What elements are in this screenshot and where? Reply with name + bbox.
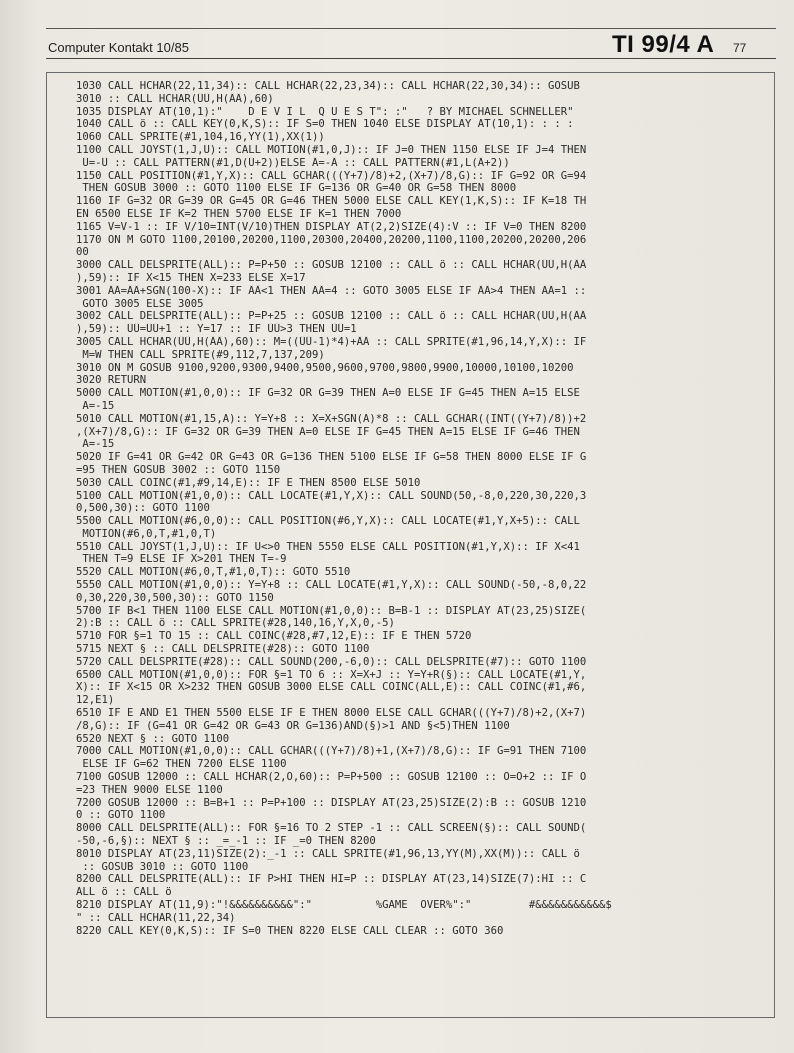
code-line: /8,G):: IF (G=41 OR G=42 OR G=43 OR G=136)AND(§)>1 AND §<5)THEN 1100 [76, 719, 510, 732]
code-line: 1170 ON M GOTO 1100,20100,20200,1100,20300,20400,20200,1100,1100,20200,20200,206 [76, 233, 587, 246]
code-line: 3001 ÄÄ=ÄÄ+SGN(100-X):: IF ÄÄ<1 THEN ÄÄ=4 :: GOTO 3005 ELSE IF ÄÄ>4 THEN ÄÄ=1 :: [76, 284, 587, 297]
code-line: A=-15 [76, 438, 115, 451]
code-line: 1165 V=V-1 :: IF V/10=INT(V/10)THEN DISPLAY AT(2,2)SIZE(4):V :: IF V=0 THEN 8200 [76, 220, 587, 233]
code-line: 5710 FOR §=1 TO 15 :: CALL COINC(#28,#7,12,E):: IF E THEN 5720 [76, 630, 472, 643]
basic-listing [76, 80, 726, 937]
code-line: GOTO 3005 ELSE 3005 [76, 297, 204, 310]
code-line: X):: IF X<15 OR X>232 THEN GOSUB 3000 ELSE CALL COINC(ALL,E):: CALL COINC(#1,#6, [76, 681, 587, 694]
code-line: 5500 CALL MOTION(#6,0,0):: CALL POSITION(#6,Y,X):: CALL LOCATE(#1,Y,X+5):: CALL [76, 515, 580, 528]
code-line: 5520 CALL MOTION(#6,0,T,#1,0,T):: GOTO 5510 [76, 566, 351, 579]
code-line: 0,500,30):: GOTO 1100 [76, 502, 210, 515]
code-line: 5510 CALL JOYST(1,J,U):: IF U<>0 THEN 5550 ELSE CALL POSITION(#1,Y,X):: IF X<41 [76, 540, 580, 553]
code-line: THEN T=9 ELSE IF X>201 THEN T=-9 [76, 553, 287, 566]
code-line: Ü=-Ü :: CALL PATTERN(#1,D(Ü+2))ELSE Ä=-Ä :: CALL PATTERN(#1,L(Ä+2)) [76, 156, 510, 169]
code-line: 3010 :: CALL HCHAR(ÜÜ,H(ÄÄ),60) [76, 92, 274, 105]
code-line: 1040 CALL ö :: CALL KEY(0,K,S):: IF S=0 THEN 1040 ELSE DISPLAY AT(10,1): : : : [76, 118, 574, 131]
code-line: 3020 RETURN [76, 374, 147, 387]
code-line: 5030 CALL COINC(#1,#9,14,E):: IF E THEN 8500 ELSE 5010 [76, 476, 421, 489]
code-line: 12,E1) [76, 694, 115, 707]
code-line: 1030 CALL HCHAR(22,11,34):: CALL HCHAR(22,23,34):: CALL HCHAR(22,30,34):: GOSUB [76, 80, 580, 92]
code-line: ),59):: IF X<15 THEN X=233 ELSE X=17 [76, 271, 306, 284]
code-line: :: GOSUB 3010 :: GOTO 1100 [76, 860, 249, 873]
header-rule [46, 58, 776, 59]
code-line: MOTION(#6,0,T,#1,0,T) [76, 527, 217, 540]
top-rule [46, 28, 776, 29]
code-line: 5715 NEXT § :: CALL DELSPRITE(#28):: GOTO 1100 [76, 643, 370, 656]
code-line: 1100 CALL JOYST(1,J,U):: CALL MOTION(#1,0,J):: IF J=0 THEN 1150 ELSE IF J=4 THEN [76, 143, 587, 156]
code-line: 3005 CALL HCHAR(ÜÜ,H(ÄÄ),60):: M=((ÜÜ-1)*4)+ÄÄ :: CALL SPRITE(#1,96,14,Y,X):: IF [76, 335, 587, 348]
code-line: 3010 ON M GOSUB 9100,9200,9300,9400,9500,9600,9700,9800,9900,10000,10100,10200 [76, 361, 574, 374]
code-line: 7100 GOSUB 12000 :: CALL HCHAR(2,O,60):: P=P+500 :: GOSUB 12100 :: O=O+2 :: IF O [76, 771, 587, 784]
code-line: " :: CALL HCHAR(11,22,34) [76, 911, 236, 924]
code-line: 6520 NEXT § :: GOTO 1100 [76, 732, 230, 745]
code-line: 5020 IF G=41 OR G=42 OR G=43 OR G=136 THEN 5100 ELSE IF G=58 THEN 8000 ELSE IF G [76, 451, 587, 464]
code-line: 7000 CALL MOTION(#1,0,0):: CALL GCHAR(((Y+7)/8)+1,(X+7)/8,G):: IF G=91 THEN 7100 [76, 745, 587, 758]
code-line: 5700 IF B<1 THEN 1100 ELSE CALL MOTION(#1,0,0):: B=B-1 :: DISPLAY AT(23,25)SIZE( [76, 604, 587, 617]
code-line: ),59):: ÜÜ=ÜÜ+1 :: Y=17 :: IF ÜÜ>3 THEN ÜÜ=1 [76, 323, 357, 336]
code-line: 0 :: GOTO 1100 [76, 809, 166, 822]
code-line: ELSE IF G=62 THEN 7200 ELSE 1100 [76, 758, 287, 771]
code-line: 8010 DISPLAY AT(23,11)SIZE(2):_-1 :: CALL SPRITE(#1,96,13,YY(M),XX(M)):: CALL ö [76, 847, 580, 860]
code-line: 3000 CALL DELSPRITE(ALL):: P=P+50 :: GOSUB 12100 :: CALL ö :: CALL HCHAR(ÜÜ,H(ÄÄ [76, 259, 587, 272]
page-number: 77 [733, 41, 747, 55]
code-line: 0,30,220,30,500,30):: GOTO 1150 [76, 591, 274, 604]
code-line: ,(X+7)/8,G):: IF G=32 OR G=39 THEN A=0 ELSE IF G=45 THEN A=15 ELSE IF G=46 THEN [76, 425, 580, 438]
code-line: 8000 CALL DELSPRITE(ALL):: FOR §=16 TO 2 STEP -1 :: CALL SCREEN(§):: CALL SOUND( [76, 822, 587, 835]
code-line: 1160 IF G=32 OR G=39 OR G=45 OR G=46 THEN 5000 ELSE CALL KEY(1,K,S):: IF K=18 TH [76, 195, 587, 208]
magazine-issue: Computer Kontakt 10/85 [48, 40, 189, 55]
code-line: 5550 CALL MOTION(#1,0,0):: Y=Y+8 :: CALL LOCATE(#1,Y,X):: CALL SOUND(-50,-8,0,22 [76, 579, 587, 592]
code-line: M=W THEN CALL SPRITE(#9,112,7,137,209) [76, 348, 325, 361]
code-line: A=-15 [76, 399, 115, 412]
code-line: THEN GOSUB 3000 :: GOTO 1100 ELSE IF G=136 OR G=40 OR G=58 THEN 8000 [76, 182, 517, 195]
code-line: -50,-6,§):: NEXT § :: _=_-1 :: IF _=0 THEN 8200 [76, 835, 376, 848]
code-line: ALL ö :: CALL ö [76, 886, 172, 899]
code-line: 8220 CALL KEY(0,K,S):: IF S=0 THEN 8220 ELSE CALL CLEAR :: GOTO 360 [76, 924, 504, 937]
code-line: 5100 CALL MOTION(#1,0,0):: CALL LOCATE(#1,Y,X):: CALL SOUND(50,-8,0,220,30,220,3 [76, 489, 587, 502]
system-title: TI 99/4 A [612, 31, 715, 58]
code-line: 2):B :: CALL ö :: CALL SPRITE(#28,140,16,Y,X,0,-5) [76, 617, 395, 630]
code-line: 1060 CALL SPRITE(#1,104,16,YY(1),XX(1)) [76, 131, 325, 144]
code-line: 5000 CALL MOTION(#1,0,0):: IF G=32 OR G=39 THEN A=0 ELSE IF G=45 THEN A=15 ELSE [76, 387, 580, 400]
code-line: 00 [76, 246, 89, 259]
code-line: 3002 CALL DELSPRITE(ALL):: P=P+25 :: GOSUB 12100 :: CALL ö :: CALL HCHAR(ÜÜ,H(ÄÄ [76, 310, 587, 323]
code-line: =23 THEN 9000 ELSE 1100 [76, 783, 223, 796]
code-line: EN 6500 ELSE IF K=2 THEN 5700 ELSE IF K=1 THEN 7000 [76, 207, 402, 220]
code-line: =95 THEN GOSUB 3002 :: GOTO 1150 [76, 463, 281, 476]
code-line: 7200 GOSUB 12000 :: B=B+1 :: P=P+100 :: DISPLAY AT(23,25)SIZE(2):B :: GOSUB 1210 [76, 796, 587, 809]
code-line: 6510 IF E AND E1 THEN 5500 ELSE IF E THEN 8000 ELSE CALL GCHAR(((Y+7)/8)+2,(X+7) [76, 707, 587, 720]
code-line: 5010 CALL MOTION(#1,15,A):: Y=Y+8 :: X=X+SGN(A)*8 :: CALL GCHAR((INT((Y+7)/8))+2 [76, 412, 587, 425]
code-line: 1150 CALL POSITION(#1,Y,X):: CALL GCHAR(((Y+7)/8)+2,(X+7)/8,G):: IF G=92 OR G=94 [76, 169, 587, 182]
code-line: 5720 CALL DELSPRITE(#28):: CALL SOUND(200,-6,0):: CALL DELSPRITE(#7):: GOTO 1100 [76, 655, 587, 668]
code-line: 8200 CALL DELSPRITE(ALL):: IF P>HI THEN HI=P :: DISPLAY AT(23,14)SIZE(7):HI :: C [76, 873, 587, 886]
code-line: 1035 DISPLAY AT(10,1):" D E V I L Q U E S T": :" ? BY MICHAEL SCHNELLER" [76, 105, 574, 118]
code-line: 6500 CALL MOTION(#1,0,0):: FOR §=1 TO 6 :: X=X+J :: Y=Y+R(§):: CALL LOCATE(#1,Y, [76, 668, 587, 681]
code-line: 8210 DISPLAY AT(11,9):"!&&&&&&&&&&":" %GAME OVER%":" #&&&&&&&&&&&$ [76, 899, 612, 911]
